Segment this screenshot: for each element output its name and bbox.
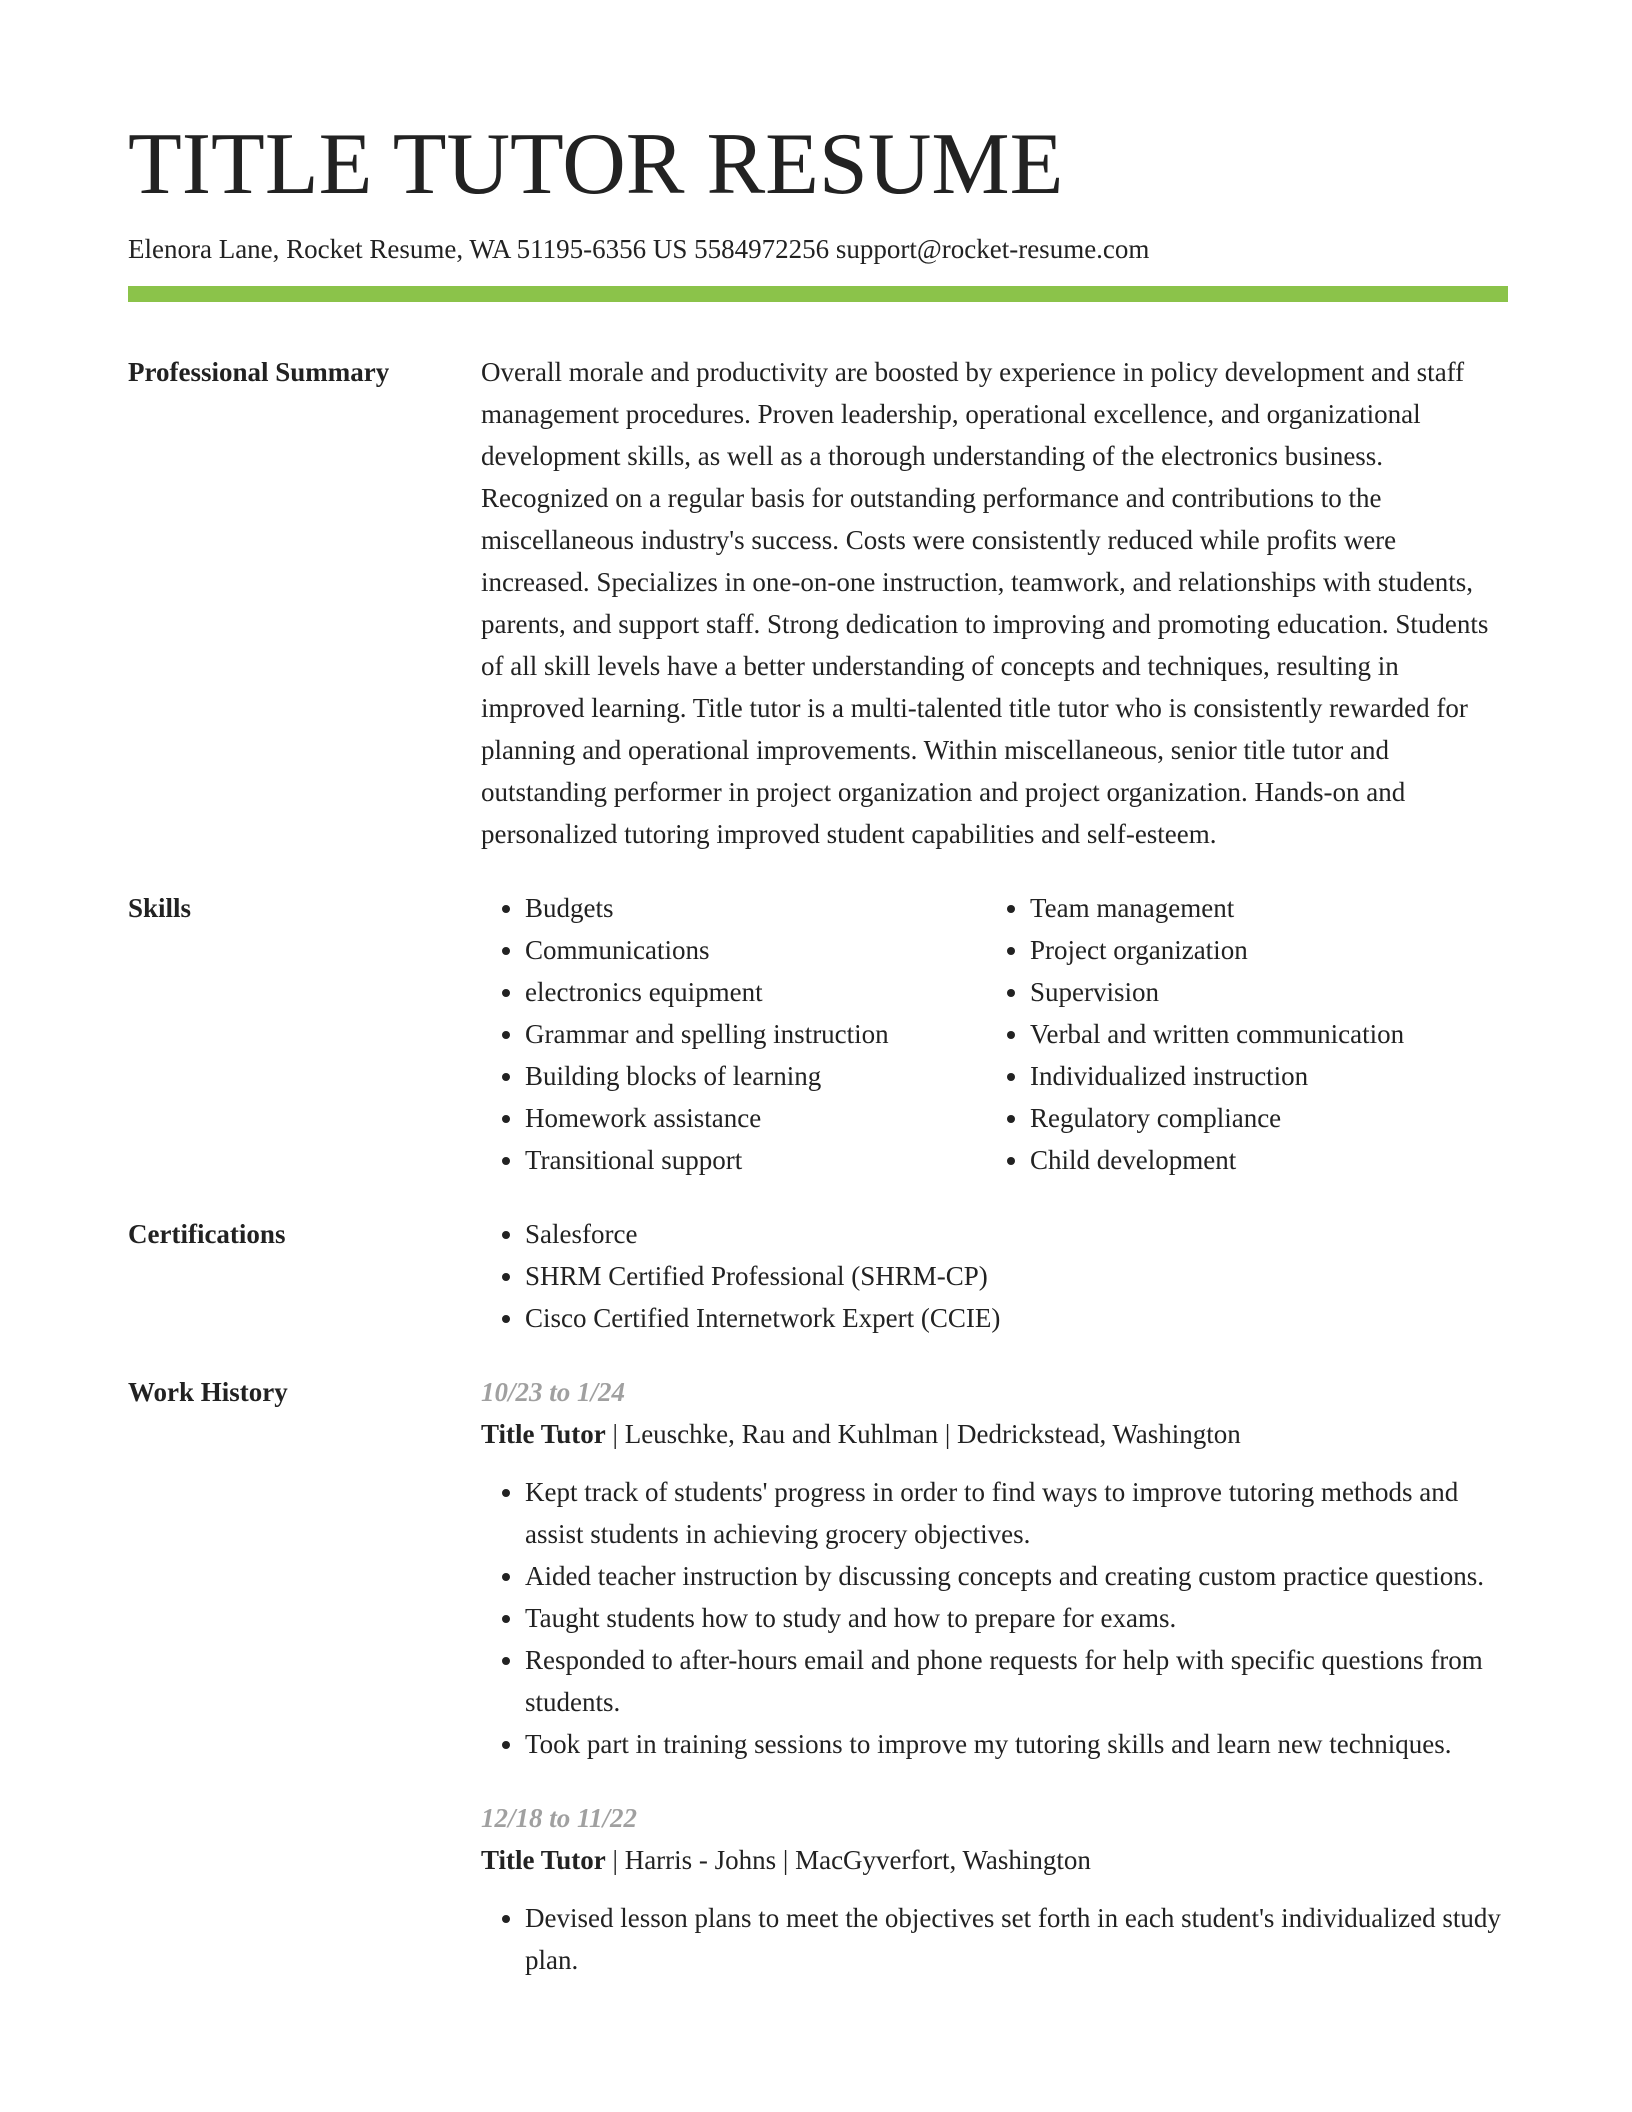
skill-item: • Building blocks of learning: [525, 1055, 986, 1097]
skill-item: • Team management: [1030, 887, 1491, 929]
resume-title: TITLE TUTOR RESUME: [128, 116, 1064, 213]
summary-section: [128, 351, 1508, 855]
job-details: | Leuschke, Rau and Kuhlman | Dedrickstead, Washington: [605, 1418, 1241, 1449]
skill-item: • Homework assistance: [525, 1097, 986, 1139]
job-heading: [481, 1413, 1508, 1455]
skills-column-left: [481, 887, 986, 1181]
job-bullet: • Responded to after-hours email and phone requests for help with specific questions from students.: [525, 1639, 1508, 1723]
work-history-section: [128, 1371, 1508, 2013]
section-label-summary: Professional Summary: [128, 356, 390, 387]
skill-item: • Communications: [525, 929, 986, 971]
certifications-list: [481, 1213, 1508, 1339]
contact-line: Elenora Lane, Rocket Resume, WA 51195-6356 US 5584972256 support@rocket-resume.com: [128, 233, 1150, 264]
job-heading: [481, 1839, 1508, 1881]
skills-list-left: [481, 887, 986, 1181]
certification-item: • SHRM Certified Professional (SHRM-CP): [525, 1255, 1508, 1297]
skill-item: • Budgets: [525, 887, 986, 929]
skill-item: • Verbal and written communication: [1030, 1013, 1491, 1055]
skill-item: • Individualized instruction: [1030, 1055, 1491, 1097]
resume-page: [128, 112, 1508, 2013]
skills-list-right: [986, 887, 1491, 1181]
job-bullet: • Taught students how to study and how to prepare for exams.: [525, 1597, 1508, 1639]
section-label-work-history: Work History: [128, 1376, 288, 1407]
skills-column-right: [986, 887, 1491, 1181]
certifications-body: [481, 1213, 1508, 1339]
certifications-section: [128, 1213, 1508, 1339]
skill-item: • Transitional support: [525, 1139, 986, 1181]
certification-item: • Cisco Certified Internetwork Expert (CCIE): [525, 1297, 1508, 1339]
job-entry: [481, 1371, 1508, 1765]
job-bullet: • Took part in training sessions to improve my tutoring skills and learn new techniques.: [525, 1723, 1508, 1765]
section-label-skills: Skills: [128, 892, 192, 923]
job-bullets: [481, 1471, 1508, 1765]
job-bullet: • Devised lesson plans to meet the objectives set forth in each student's individualized study plan.: [525, 1897, 1508, 1981]
job-bullets: [481, 1897, 1508, 1981]
skill-item: • electronics equipment: [525, 971, 986, 1013]
job-entry: [481, 1797, 1508, 1981]
skill-item: • Project organization: [1030, 929, 1491, 971]
skill-item: • Child development: [1030, 1139, 1491, 1181]
skill-item: • Regulatory compliance: [1030, 1097, 1491, 1139]
certification-item: • Salesforce: [525, 1213, 1508, 1255]
summary-text: Overall morale and productivity are boosted by experience in policy development and staff management procedures. Proven leadership, operational excellence, and organizational development skills, as well as a thorough understanding of the electronics business. Recognized on a regular basis for outstanding performance and contributions to the miscellaneous industry's success. Costs were consistently reduced while profits were increased. Specializes in one-on-one instruction, teamwork, and relationships with students, parents, and support staff. Strong dedication to improving and promoting education. Students of all skill levels have a better understanding of concepts and techniques, resulting in improved learning. Title tutor is a multi-talented title tutor who is consistently rewarded for planning and operational improvements. Within miscellaneous, senior title tutor and outstanding performer in project organization and project organization. Hands-on and personalized tutoring improved student capabilities and self-esteem.: [481, 356, 1489, 849]
job-details: | Harris - Johns | MacGyverfort, Washington: [605, 1844, 1091, 1875]
job-title: Title Tutor: [481, 1844, 606, 1875]
skill-item: • Grammar and spelling instruction: [525, 1013, 986, 1055]
job-bullet: • Aided teacher instruction by discussing concepts and creating custom practice questions.: [525, 1555, 1508, 1597]
section-label-certifications: Certifications: [128, 1218, 286, 1249]
job-dates: 10/23 to 1/24: [481, 1376, 626, 1407]
job-title: Title Tutor: [481, 1418, 606, 1449]
skills-columns: [481, 887, 1508, 1181]
accent-divider: [128, 286, 1508, 302]
job-dates: 12/18 to 11/22: [481, 1802, 638, 1833]
skills-section: [128, 887, 1508, 1181]
skill-item: • Supervision: [1030, 971, 1491, 1013]
work-history-body: [481, 1371, 1508, 2013]
job-bullet: • Kept track of students' progress in order to find ways to improve tutoring methods and assist students in achieving grocery objectives.: [525, 1471, 1508, 1555]
